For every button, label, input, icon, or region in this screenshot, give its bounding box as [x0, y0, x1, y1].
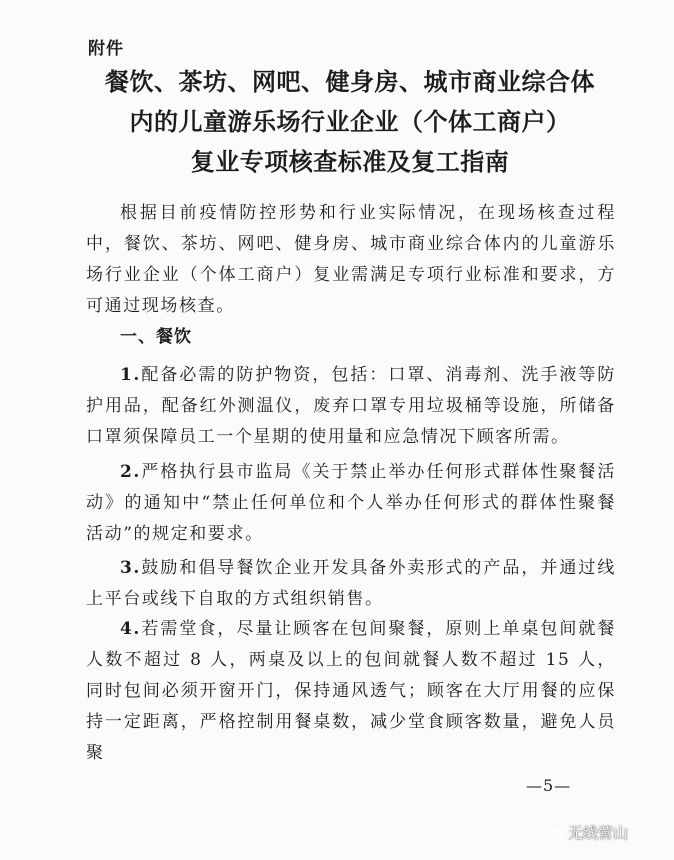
- watermark-text: 无线营山: [568, 824, 629, 842]
- attachment-label: 附件: [88, 39, 124, 59]
- wechat-icon: [538, 823, 562, 843]
- item-text: 鼓励和倡导餐饮企业开发具备外卖形式的产品，并通过线上平台或线下自取的方式组织销售。: [86, 558, 616, 609]
- section-heading-catering: 一、餐饮: [120, 327, 192, 347]
- intro-paragraph: 根据目前疫情防控形势和行业实际情况，在现场核查过程中，餐饮、茶坊、网吧、健身房、城市商业综合体内的儿童游乐场行业企业（个体工商户）复业需满足专项行业标准和要求，方可通过现场核查。: [86, 203, 616, 316]
- list-item: [86, 360, 616, 453]
- item-text: 配备必需的防护物资，包括：口罩、消毒剂、洗手液等防护用品，配备红外测温仪，废弃口罩专用垃圾桶等设施，所储备口罩须保障员工一个星期的使用量和应急情况下顾客所需。: [86, 365, 616, 447]
- item-number: 3.: [120, 558, 141, 578]
- item-number: 2.: [120, 462, 141, 482]
- title-line-3: 复业专项核查标准及复工指南: [190, 148, 510, 176]
- item-text: 若需堂食，尽量让顾客在包间聚餐，原则上单桌包间就餐人数不超过 8 人，两桌及以上的包间就餐人数不超过 15 人，同时包间必须开窗开门，保持通风透气；顾客在大厅用餐的应保持一定距离，严格控制用餐桌数，减少堂食顾客数量，避免人员聚: [86, 619, 616, 763]
- list-item: [86, 553, 616, 615]
- list-item: [86, 457, 616, 550]
- item-number: 4.: [120, 619, 141, 639]
- title-line-1: 餐饮、茶坊、网吧、健身房、城市商业综合体: [105, 68, 595, 96]
- list-item: [86, 614, 616, 769]
- wechat-watermark: [538, 822, 628, 843]
- item-number: 1.: [120, 365, 141, 385]
- title-line-2: 内的儿童游乐场行业企业（个体工商户）: [129, 108, 571, 136]
- page-number: —5—: [526, 776, 572, 795]
- item-text: 严格执行县市监局《关于禁止举办任何形式群体性聚餐活动》的通知中“禁止任何单位和个人举办任何形式的群体性聚餐活动”的规定和要求。: [86, 462, 616, 544]
